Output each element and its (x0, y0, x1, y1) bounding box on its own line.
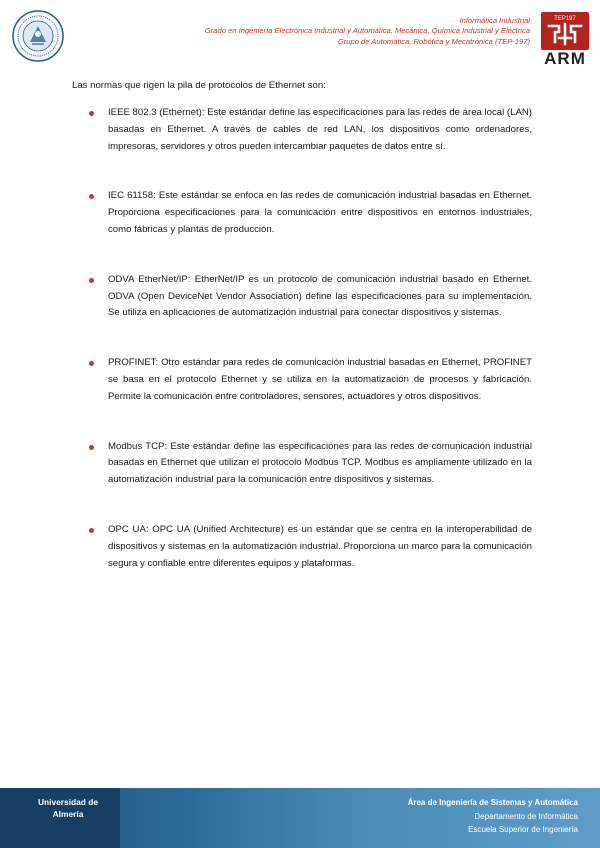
intro-paragraph: Las normas que rigen la pila de protocolos de Ethernet son: (72, 80, 326, 91)
footer-school: Escuela Superior de Ingeniería (468, 825, 578, 834)
research-group: Grupo de Automática, Robótica y Mecatrónica (TEP-197) (337, 36, 530, 46)
course-title: Informática Industrial (459, 16, 530, 25)
arm-gripper-icon (541, 12, 589, 50)
arm-logo-text: ARM (544, 49, 586, 68)
list-item-text: OPC UA: OPC UA (Unified Architecture) es un estándar que se centra en la interoperabilidad de dispositivos y sistemas en la automatización industrial. Proporciona un marco para la comunicación segura y confiable entre diferentes equipos y plataformas. (108, 523, 532, 569)
list-item (72, 105, 532, 155)
footer-affiliation (408, 796, 578, 837)
list-item-text: IEEE 802.3 (Ethernet): Este estándar define las especificaciones para las redes de área local (LAN) basadas en Ethernet. A través de cables de red LAN, los dispositivos como ordenadores, impresoras, servidores y otros pueden intercambiar paquetes de datos entre sí. (108, 107, 532, 152)
university-name-line1: Universidad de (37, 797, 99, 807)
page-footer (0, 788, 600, 848)
list-item-text: ODVA EtherNet/IP: EtherNet/IP es un protocolo de comunicación industrial basado en Ethernet. ODVA (Open DeviceNet Vendor Association) define las especificaciones para su implementación. Se utiliza en aplicaciones de automatización industrial para conectar dispositivos y sistemas. (108, 273, 532, 319)
list-item (72, 439, 532, 489)
university-seal-logo (12, 10, 64, 62)
page-header (0, 0, 600, 75)
bullet-icon (89, 194, 94, 199)
arm-logo (541, 12, 589, 68)
footer-area: Área de Ingeniería de Sistemas y Automática (407, 798, 578, 807)
list-item (72, 355, 532, 405)
list-item-text: Modbus TCP: Este estándar define las especificaciones para las redes de comunicación industrial basadas en Ethernet que utilizan el protocolo Modbus TCP. Modbus es ampliamente utilizado en la automatización industrial para la comunicación entre dispositivos y sistemas. (108, 440, 532, 486)
bullet-icon (89, 111, 94, 116)
arm-logo-mark (541, 12, 589, 50)
protocol-standards-list (72, 105, 532, 572)
list-item (72, 522, 532, 572)
header-text-block (205, 16, 530, 47)
list-item (72, 188, 532, 238)
list-item-text: IEC 61158: Este estándar se enfoca en las redes de comunicación industrial basadas en Ethernet. Proporciona especificaciones para la comunicación entre dispositivos en entornos industriales, como fábricas y plantas de producción. (108, 190, 532, 235)
bullet-icon (89, 278, 94, 283)
bullet-icon (89, 361, 94, 366)
university-name (0, 796, 136, 820)
list-item (72, 272, 532, 322)
list-item-text: PROFINET: Otro estándar para redes de comunicación industrial basadas en Ethernet, PROFINET se basa en el protocolo Ethernet y se utiliza en la automatización de procesos y fabricación. Permite la comunicación entre controladores, sensores, actuadores y otros dispositivos. (108, 357, 532, 402)
bullet-icon (89, 445, 94, 450)
footer-department: Departamento de Informática (474, 811, 578, 821)
bullet-icon (89, 528, 94, 533)
arm-logo-top-text: TEP197 (554, 16, 576, 22)
document-body (72, 79, 532, 605)
degree-programs: Grado en Ingeniería Electrónica Industrial y Automática, Mecánica, Química Industrial y Eléctrica (204, 26, 530, 36)
university-name-line2: Almería (52, 809, 84, 819)
